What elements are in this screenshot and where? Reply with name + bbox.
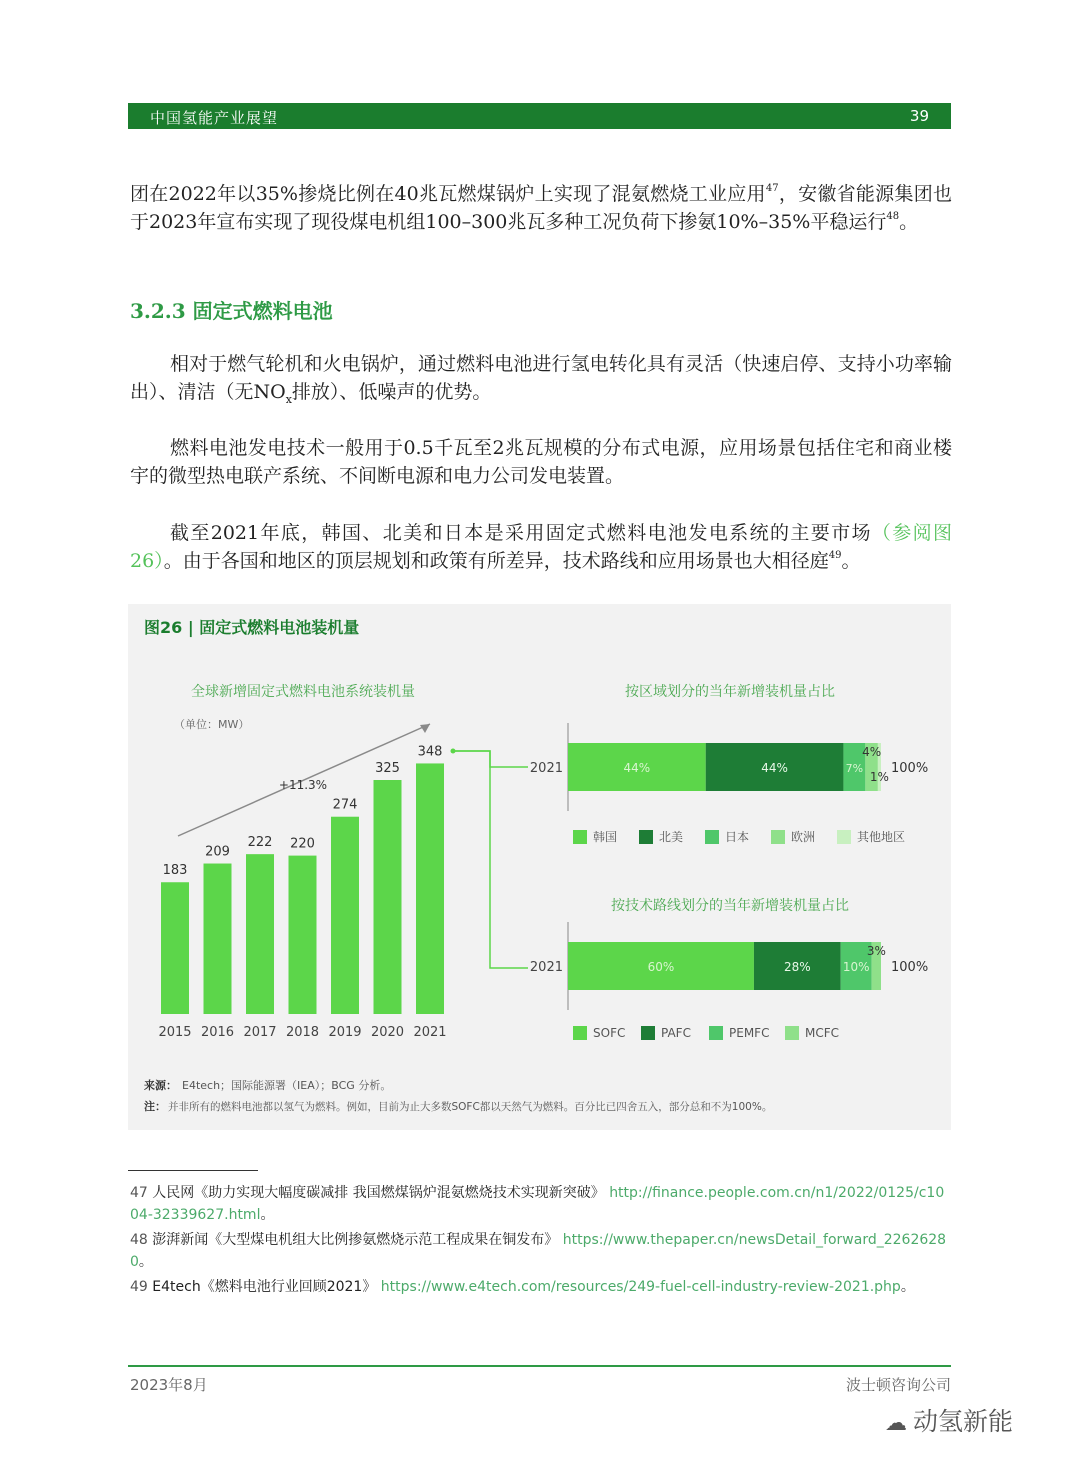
tech-segment-label: 3% [866, 944, 886, 958]
region-legend-label: 韩国 [593, 830, 618, 844]
page-header [128, 103, 951, 129]
bar-value-label: 222 [247, 835, 273, 851]
connector-dot [451, 749, 456, 754]
region-segment-label: 4% [862, 745, 882, 759]
source-label: 来源： [144, 1079, 177, 1092]
figure-reference-link[interactable]: （参阅图26） [130, 522, 952, 572]
footnote-ref-47[interactable]: 47 [765, 183, 779, 194]
region-legend-swatch [639, 830, 653, 844]
x-tick-label: 2018 [285, 1025, 320, 1040]
bar-2016 [204, 864, 232, 1014]
x-tick-label: 2020 [370, 1025, 405, 1040]
bar-2019 [331, 817, 359, 1014]
figure-26 [128, 604, 951, 1130]
paragraph-4: 截至2021年底，韩国、北美和日本是采用固定式燃料电池发电系统的主要市场（参阅图26）。由于各国和地区的顶层规划和政策有所差异，技术路线和应用场景也大相径庭$^{49}$。 [130, 522, 952, 572]
region-legend-label: 欧洲 [791, 830, 816, 844]
region-legend-label: 其他地区 [857, 830, 906, 844]
bar-value-label: 183 [162, 863, 188, 879]
region-legend-label: 日本 [725, 830, 750, 844]
region-legend-swatch [705, 830, 719, 844]
footnote-ref-48[interactable]: 48 [886, 211, 900, 222]
bar-chart-unit: （单位：MW） [174, 718, 250, 731]
tech-category-label: 2021 [529, 960, 563, 975]
bar-value-label: 348 [417, 744, 443, 760]
paragraph-1: 团在2022年以35%掺烧比例在40兆瓦燃煤锅炉上实现了混氨燃烧工业应用$^{47}$，安徽省能源集团也于2023年宣布实现了现役煤电机组100–300兆瓦多种工况负荷下掺氨10%–35%平稳运行$^{48}$。 [130, 183, 952, 233]
bar-value-label: 274 [332, 797, 358, 813]
tech-legend-label: PAFC [661, 1026, 691, 1040]
tech-legend [573, 1026, 839, 1040]
region-segment-label: 1% [869, 770, 889, 784]
tech-segment-label: 60% [647, 960, 675, 974]
header-title: 中国氢能产业展望 [150, 109, 279, 127]
bar-value-label: 209 [205, 844, 230, 860]
x-tick-label: 2015 [158, 1025, 192, 1040]
region-category-label: 2021 [529, 761, 563, 776]
footnote-48-link[interactable]: https://www.thepaper.cn/newsDetail_forward_22626280 [130, 1232, 947, 1270]
wechat-icon: ☁ [885, 1411, 907, 1436]
paragraph-3: 燃料电池发电技术一般用于0.5千瓦至2兆瓦规模的分布式电源，应用场景包括住宅和商业楼宇的微型热电联产系统、不间断电源和电力公司发电装置。 [130, 437, 952, 487]
region-stacked-bar [530, 723, 928, 811]
tech-legend-swatch [785, 1026, 799, 1040]
bar-2017 [246, 854, 274, 1014]
bar-2015 [161, 882, 189, 1014]
bar-2018 [289, 856, 317, 1014]
region-total-label: 100% [891, 761, 929, 776]
footnote-47: 47 人民网《助力实现大幅度碳减排 我国燃煤锅炉混氨燃烧技术实现新突破》 http://finance.people.com.cn/n1/2022/0125/c1004-32339627.html。 [130, 1185, 945, 1223]
region-legend-swatch [771, 830, 785, 844]
bar-2021 [416, 763, 444, 1014]
connector-lines [453, 751, 528, 968]
bar-value-label: 220 [290, 836, 315, 852]
tech-legend-swatch [573, 1026, 587, 1040]
x-tick-label: 2021 [413, 1025, 447, 1040]
watermark: ☁ 动氢新能 [885, 1407, 1014, 1436]
tech-total-label: 100% [891, 960, 929, 975]
bar-2020 [374, 780, 402, 1014]
figure-title: 图26 | 固定式燃料电池装机量 [144, 618, 360, 637]
tech-legend-label: PEMFC [729, 1026, 770, 1040]
source-text: E4tech；国际能源署（IEA）；BCG 分析。 [182, 1079, 392, 1092]
tech-chart-title: 按技术路线划分的当年新增装机量占比 [611, 898, 849, 914]
footnote-48: 48 澎湃新闻《大型煤电机组大比例掺氨燃烧示范工程成果在铜发布》 https://www.thepaper.cn/newsDetail_forward_22626280。 [130, 1232, 947, 1270]
footer-company: 波士顿咨询公司 [845, 1376, 951, 1394]
footnote-49: 49 E4tech《燃料电池行业回顾2021》 https://www.e4tech.com/resources/249-fuel-cell-industry-review-2021.php。 [130, 1279, 915, 1295]
x-tick-label: 2019 [328, 1025, 362, 1040]
region-legend-label: 北美 [659, 830, 684, 844]
tech-stacked-bar [530, 922, 928, 1010]
footer-date: 2023年8月 [130, 1376, 208, 1394]
tech-legend-label: SOFC [593, 1026, 626, 1040]
region-legend-swatch [573, 830, 587, 844]
page-number: 39 [909, 107, 929, 125]
paragraph-2: 相对于燃气轮机和火电锅炉，通过燃料电池进行氢电转化具有灵活（快速启停、支持小功率输出）、清洁（无$NO_x$排放）、低噪声的优势。 [130, 353, 952, 406]
footer-divider [128, 1365, 951, 1367]
region-legend-swatch [837, 830, 851, 844]
region-segment-label: 44% [761, 761, 788, 775]
tech-segment-label: 28% [783, 960, 811, 974]
x-tick-label: 2016 [200, 1025, 235, 1040]
region-legend [573, 829, 905, 844]
region-chart-title: 按区域划分的当年新增装机量占比 [625, 684, 835, 700]
tech-segment-label: 10% [842, 960, 870, 974]
x-tick-label: 2017 [243, 1025, 277, 1040]
figure-chart-canvas [128, 604, 951, 1130]
footnote-47-link[interactable]: http://finance.people.com.cn/n1/2022/0125/c1004-32339627.html [130, 1185, 945, 1223]
footnote-ref-49[interactable]: 49 [828, 550, 842, 561]
bar-chart-title: 全球新增固定式燃料电池系统装机量 [191, 684, 415, 700]
tech-legend-label: MCFC [805, 1026, 840, 1040]
growth-annotation: +11.3% [278, 778, 328, 792]
footnote-49-link[interactable]: https://www.e4tech.com/resources/249-fuel-cell-industry-review-2021.php [380, 1279, 901, 1295]
section-heading: 3.2.3 固定式燃料电池 [130, 299, 333, 323]
region-segment-label: 44% [623, 761, 651, 775]
note-label: 注： [144, 1100, 166, 1113]
region-segment-label: 7% [845, 762, 864, 775]
tech-legend-swatch [709, 1026, 723, 1040]
footnote-divider [128, 1170, 258, 1171]
note-text: 并非所有的燃料电池都以氢气为燃料。例如，目前为止大多数SOFC都以天然气为燃料。百分比已四舍五入，部分总和不为100%。 [168, 1101, 773, 1113]
bar-value-label: 325 [375, 761, 400, 776]
tech-legend-swatch [641, 1026, 655, 1040]
